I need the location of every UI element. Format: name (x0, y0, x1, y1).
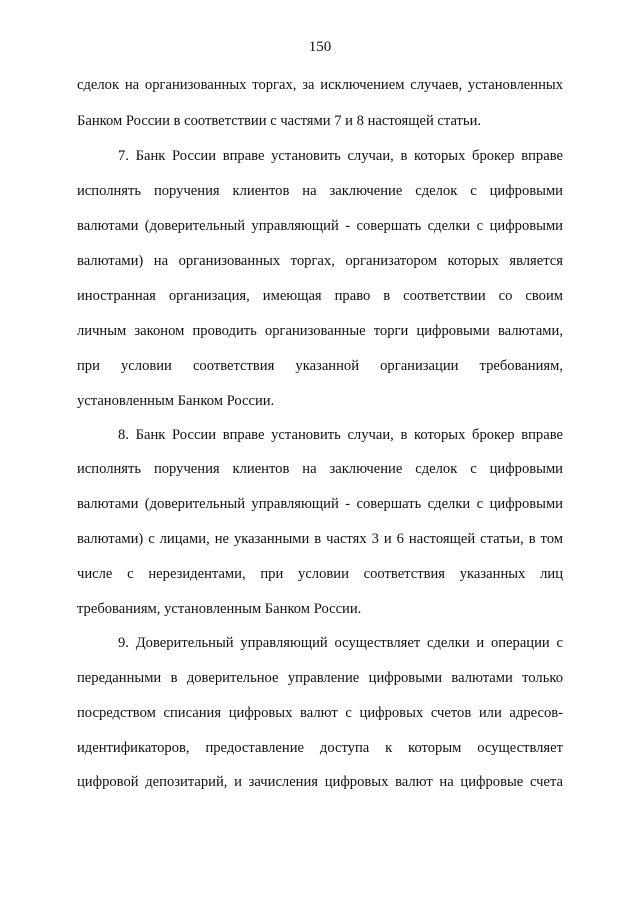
text-line: иностранная организация, имеющая право в соответствии со своим (77, 288, 563, 304)
text-line: цифровой депозитарий, и зачисления цифровых валют на цифровые счета (77, 774, 563, 790)
text-line: валютами (доверительный управляющий - совершать сделки с цифровыми (77, 496, 563, 512)
text-line: установленным Банком России. (77, 393, 275, 409)
text-line: при условии соответствия указанной организации требованиям, (77, 358, 563, 374)
text-line: Банком России в соответствии с частями 7 и 8 настоящей статьи. (77, 113, 482, 129)
text-line: исполнять поручения клиентов на заключение сделок с цифровыми (77, 461, 563, 477)
text-line: переданными в доверительное управление цифровыми валютами только (77, 670, 563, 686)
paragraph-7-start: 7. Банк России вправе установить случаи, в которых брокер вправе (118, 148, 563, 164)
text-line: идентификаторов, предоставление доступа к которым осуществляет (77, 740, 563, 756)
page-number: 150 (308, 39, 332, 55)
text-line: валютами) на организованных торгах, организатором которых является (77, 253, 563, 269)
text-line: исполнять поручения клиентов на заключение сделок с цифровыми (77, 183, 563, 199)
text-line: посредством списания цифровых валют с цифровых счетов или адресов- (77, 705, 563, 721)
text-line: требованиям, установленным Банком России. (77, 601, 362, 617)
text-line: личным законом проводить организованные торги цифровыми валютами, (77, 323, 563, 339)
text-line: сделок на организованных торгах, за исключением случаев, установленных (77, 77, 563, 93)
text-line: валютами (доверительный управляющий - совершать сделки с цифровыми (77, 218, 563, 234)
text-line: валютами) с лицами, не указанными в частях 3 и 6 настоящей статьи, в том (77, 531, 563, 547)
paragraph-8-start: 8. Банк России вправе установить случаи, в которых брокер вправе (118, 427, 563, 443)
paragraph-9-start: 9. Доверительный управляющий осуществляет сделки и операции с (118, 635, 563, 651)
text-line: числе с нерезидентами, при условии соответствия указанных лиц (77, 566, 563, 582)
